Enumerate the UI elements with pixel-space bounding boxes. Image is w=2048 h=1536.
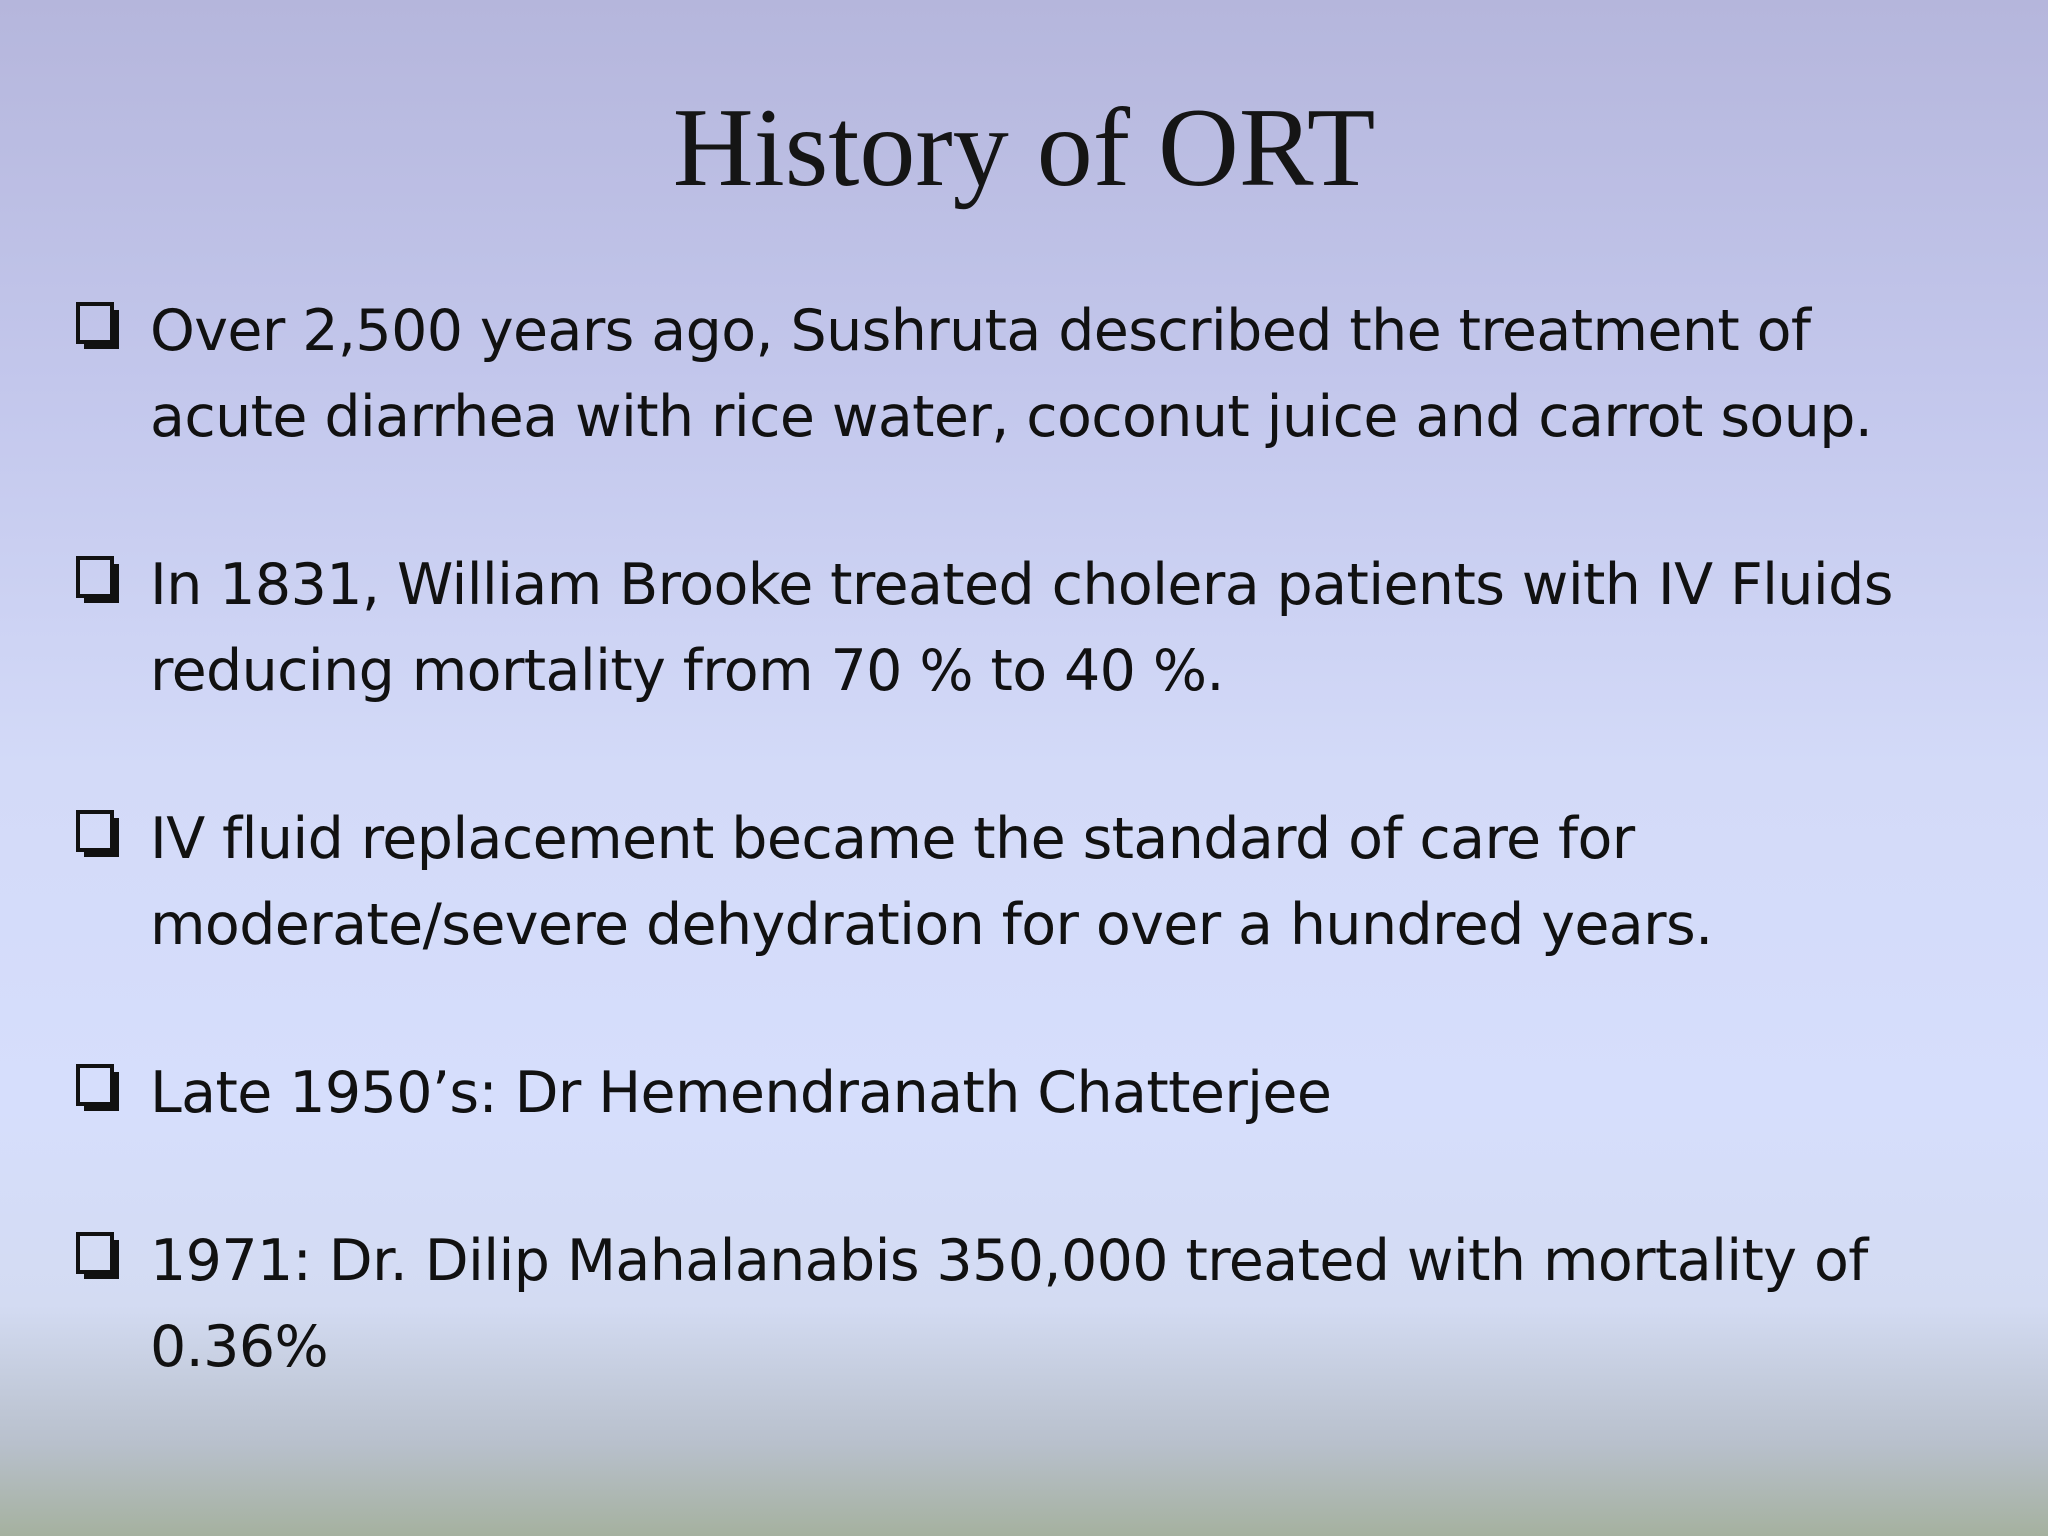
bullet-line: 0.36% bbox=[150, 1314, 329, 1380]
bullet-line: moderate/severe dehydration for over a hundred years. bbox=[150, 892, 1713, 958]
bullet-item bbox=[76, 1050, 2016, 1136]
checkbox-bullet-icon bbox=[76, 810, 122, 860]
bullet-line: IV fluid replacement became the standard of care for bbox=[150, 806, 1635, 872]
bullet-line: acute diarrhea with rice water, coconut juice and carrot soup. bbox=[150, 384, 1873, 450]
checkbox-bullet-icon bbox=[76, 1232, 122, 1282]
bullet-line: Late 1950’s: Dr Hemendranath Chatterjee bbox=[150, 1060, 1332, 1126]
checkbox-bullet-icon bbox=[76, 1064, 122, 1114]
bullet-item bbox=[76, 542, 2016, 714]
bullet-item bbox=[76, 288, 2016, 460]
bullet-item bbox=[76, 796, 2016, 968]
slide-title: History of ORT bbox=[672, 86, 1376, 210]
bullet-item bbox=[76, 1218, 2016, 1390]
checkbox-bullet-icon bbox=[76, 556, 122, 606]
bullet-list bbox=[76, 288, 2016, 1472]
bullet-line: Over 2,500 years ago, Sushruta described the treatment of bbox=[150, 298, 1811, 364]
bullet-line: 1971: Dr. Dilip Mahalanabis 350,000 treated with mortality of bbox=[150, 1228, 1868, 1294]
checkbox-bullet-icon bbox=[76, 302, 122, 352]
bullet-line: In 1831, William Brooke treated cholera patients with IV Fluids bbox=[150, 552, 1893, 618]
bullet-line: reducing mortality from 70 % to 40 %. bbox=[150, 638, 1224, 704]
